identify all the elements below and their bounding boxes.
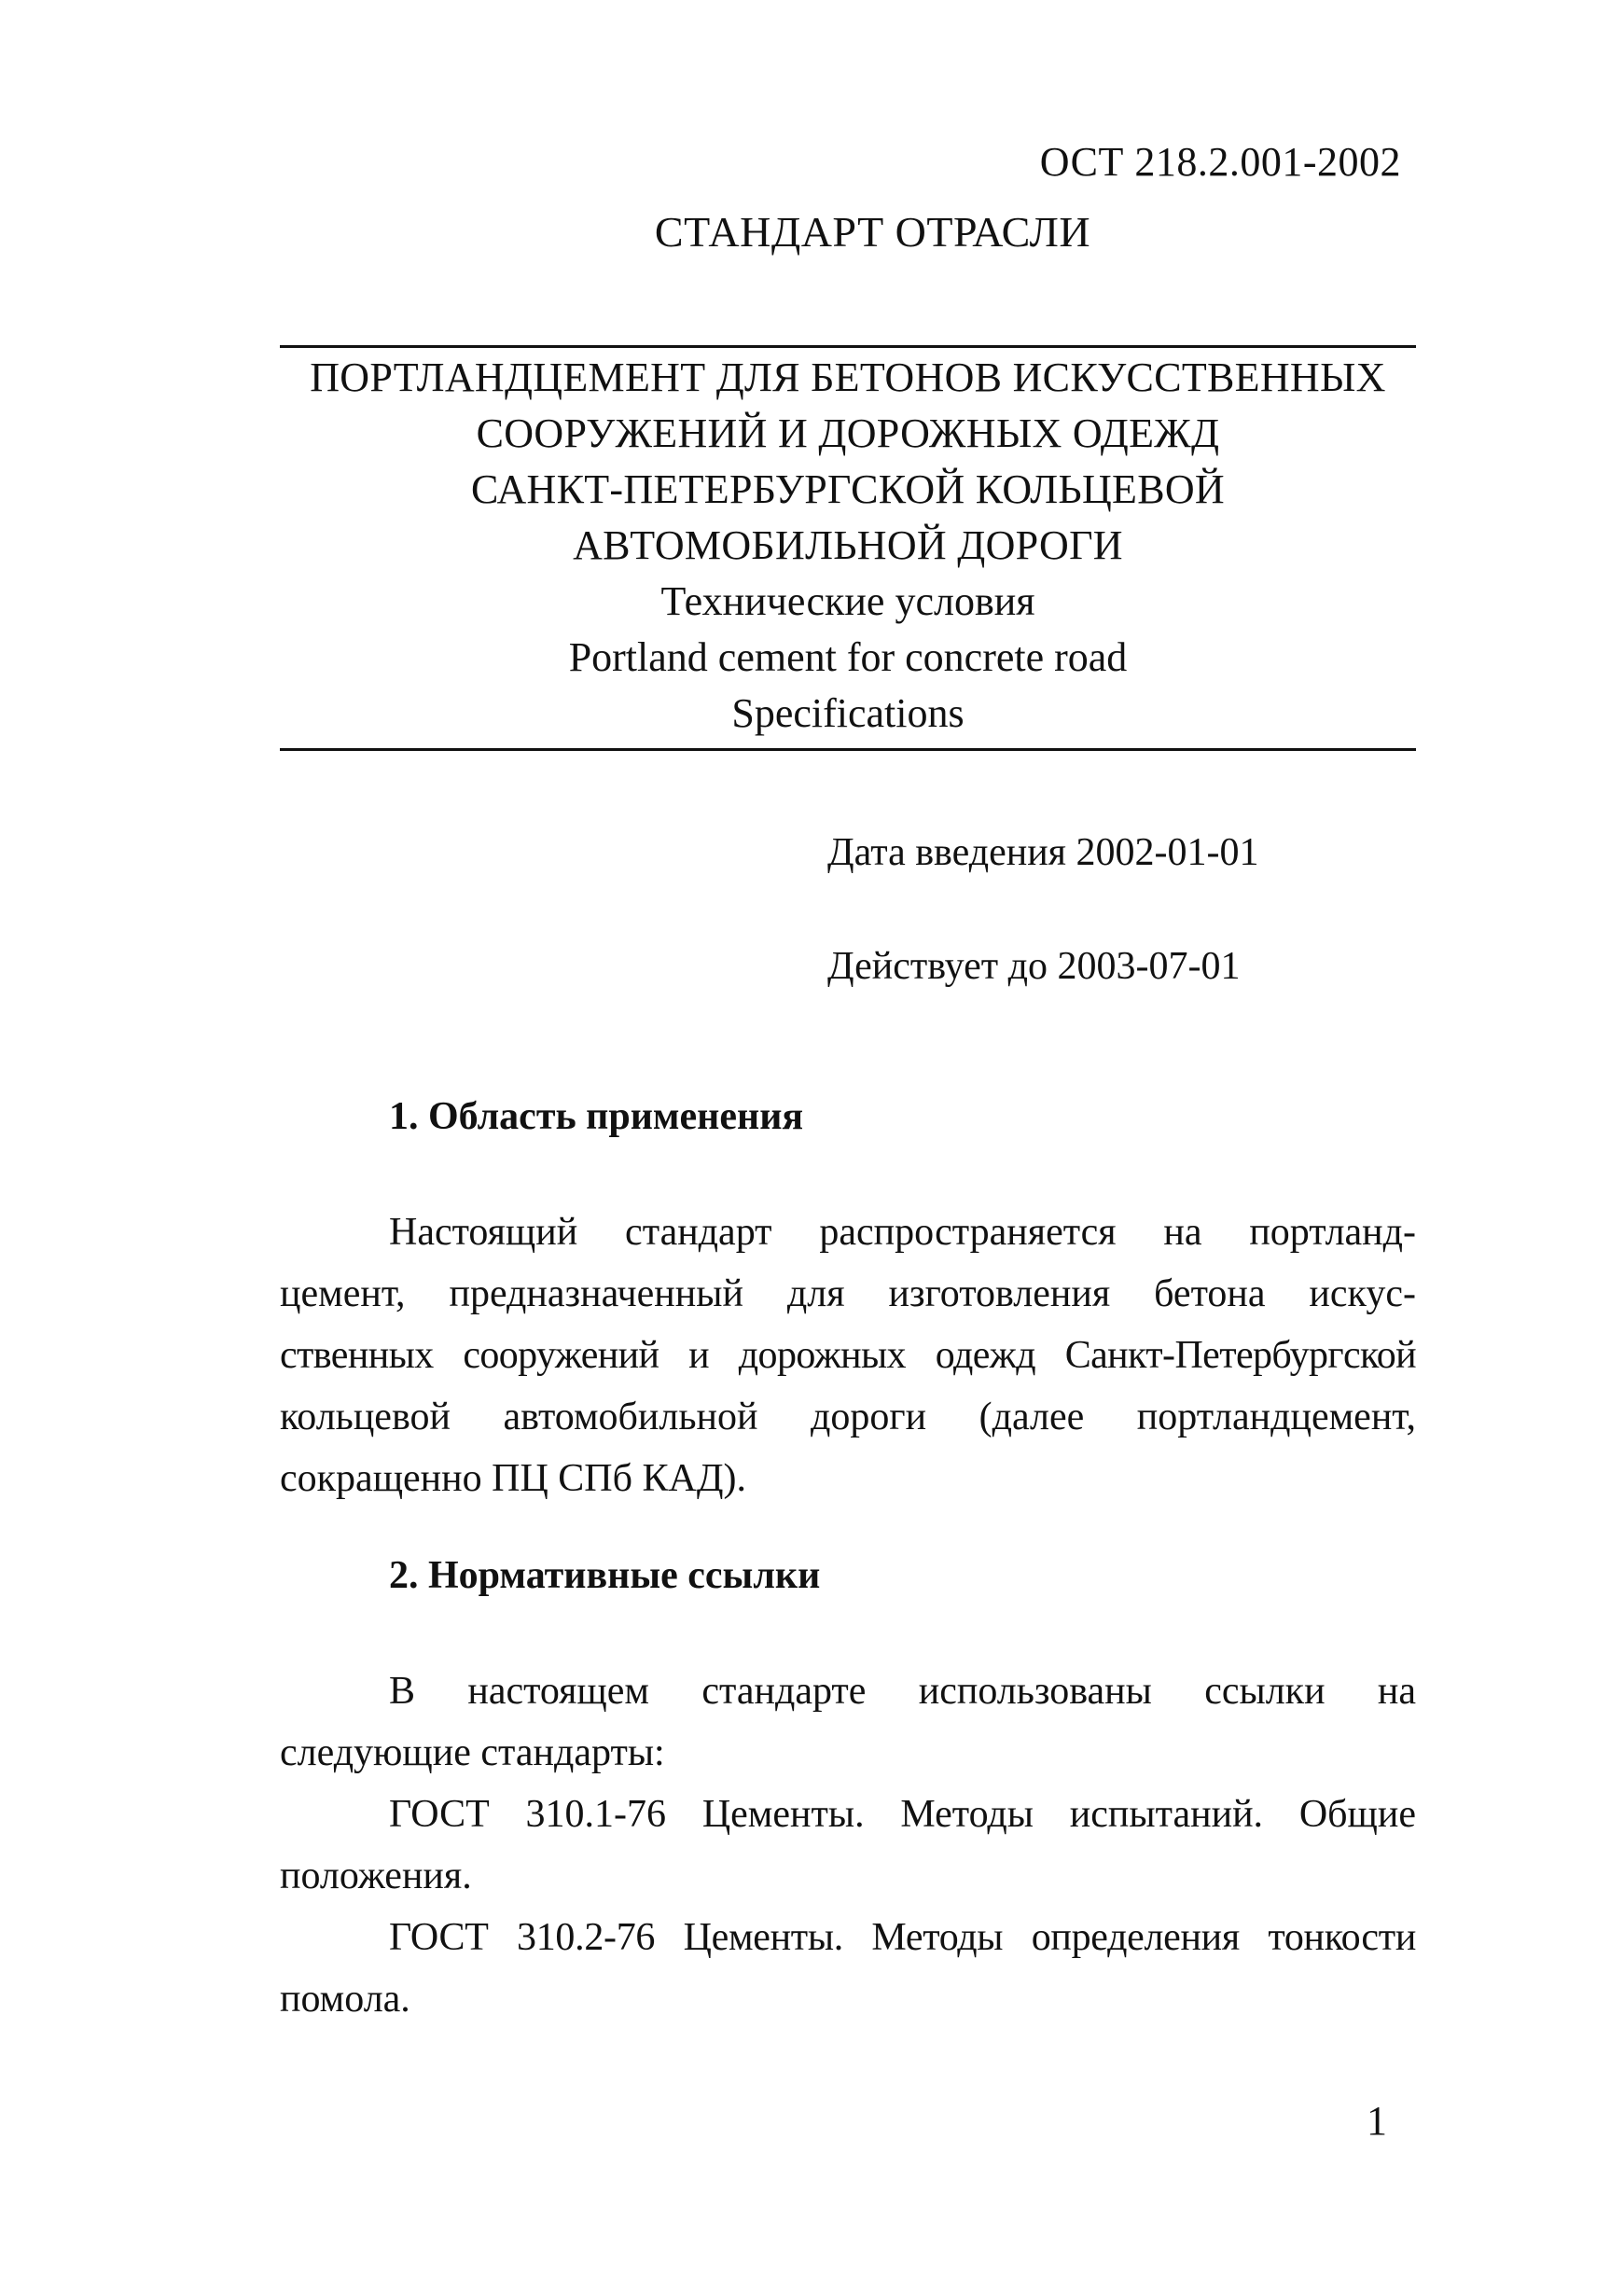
paragraph-line-text: цемент, предназначенный для изготовления бетона искус- (280, 1272, 1416, 1315)
title-line: ПОРТЛАНДЦЕМЕНТ ДЛЯ БЕТОНОВ ИСКУССТВЕННЫХ (310, 354, 1386, 400)
reference-item (280, 1907, 1416, 1968)
paragraph-line (280, 1845, 1416, 1907)
title-en: Portland cement for concrete road (568, 634, 1128, 680)
title-rule-top (280, 345, 1416, 348)
scope-paragraph (280, 1202, 1416, 1509)
section-heading-scope: 1. Область применения (389, 1095, 804, 1138)
paragraph-line (280, 1722, 1416, 1784)
paragraph-line-text: ГОСТ 310.2-76 Цементы. Методы определения тонкости (389, 1916, 1416, 1959)
page-number: 1 (1367, 2098, 1387, 2144)
paragraph-line (280, 1660, 1416, 1722)
paragraph-line-text: следующие стандарты: (280, 1731, 665, 1774)
title-line: СООРУЖЕНИЙ И ДОРОЖНЫХ ОДЕЖД (476, 410, 1220, 456)
title-rule-bottom (280, 748, 1416, 751)
references-paragraph (280, 1660, 1416, 2030)
paragraph-line-text: Настоящий стандарт распространяется на портланд- (389, 1211, 1416, 1254)
paragraph-line-text: В настоящем стандарте использованы ссылки на (389, 1670, 1416, 1713)
paragraph-line-text: помола. (280, 1978, 410, 2021)
paragraph-line (280, 1968, 1416, 2030)
reference-item (280, 1784, 1416, 1845)
paragraph-line-text: кольцевой автомобильной дороги (далее портландцемент, (280, 1396, 1416, 1438)
section-heading-references: 2. Нормативные ссылки (389, 1554, 821, 1597)
title-line: САНКТ-ПЕТЕРБУРГСКОЙ КОЛЬЦЕВОЙ (470, 466, 1225, 512)
paragraph-line (280, 1448, 1416, 1509)
paragraph-line (280, 1202, 1416, 1263)
standard-type: СТАНДАРТ ОТРАСЛИ (654, 208, 1091, 256)
title-block (280, 350, 1416, 742)
paragraph-line-text: положения. (280, 1854, 472, 1897)
subtitle-ru: Технические условия (660, 578, 1035, 624)
standard-code: ОСТ 218.2.001-2002 (1039, 139, 1401, 185)
paragraph-line (280, 1263, 1416, 1325)
introduction-date: Дата введения 2002-01-01 (827, 831, 1259, 874)
paragraph-line (280, 1325, 1416, 1386)
title-line: АВТОМОБИЛЬНОЙ ДОРОГИ (573, 522, 1123, 568)
paragraph-line-text: сокращенно ПЦ СПб КАД). (280, 1457, 746, 1500)
paragraph-line-text: ственных сооружений и дорожных одежд Санкт-Петербургской (280, 1334, 1416, 1377)
paragraph-line (280, 1386, 1416, 1448)
valid-until-date: Действует до 2003-07-01 (827, 945, 1241, 988)
subtitle-en: Specifications (731, 690, 965, 736)
paragraph-line-text: ГОСТ 310.1-76 Цементы. Методы испытаний. Общие (389, 1793, 1416, 1836)
